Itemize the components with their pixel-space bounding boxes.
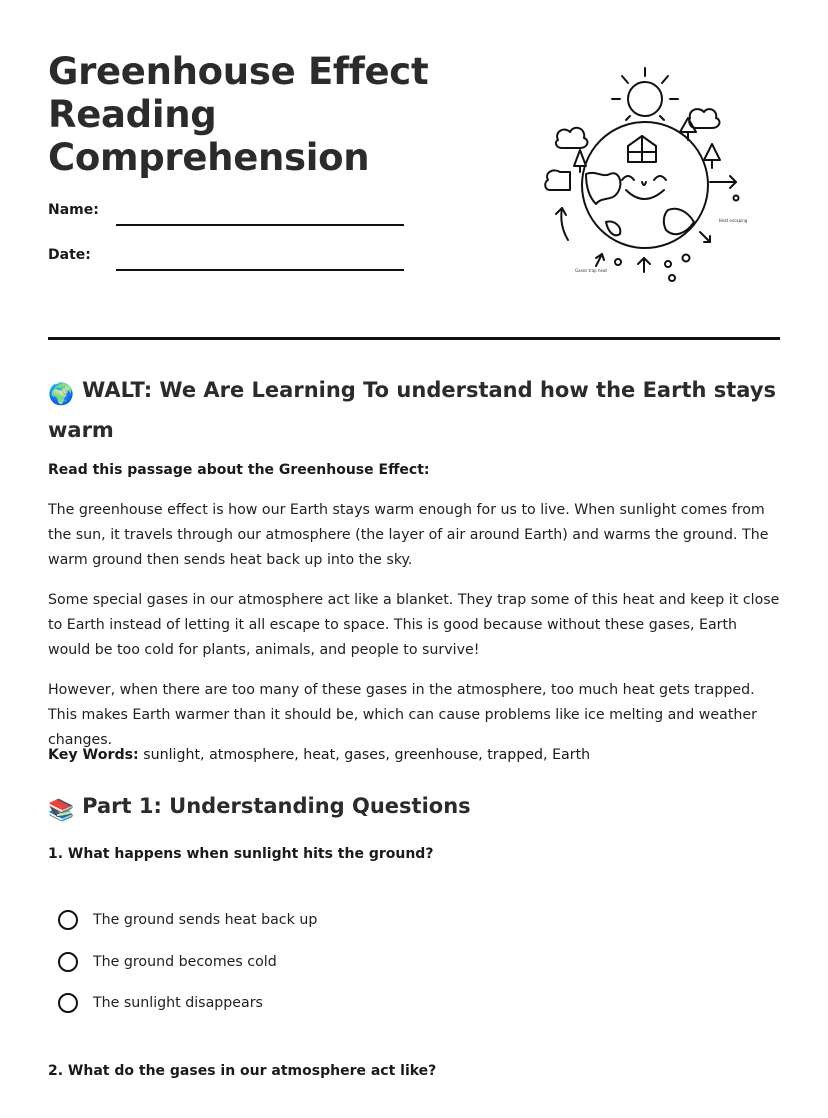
smiling-earth-greenhouse-icon [540,62,750,287]
key-words-list: sunlight, atmosphere, heat, gases, greenhouse, trapped, Earth [138,747,591,763]
part-1-title: Part 1: Understanding Questions [82,794,471,818]
passage-paragraph-1: The greenhouse effect is how our Earth stays warm enough for us to live. When sunlight comes from the sun, it travels through our atmosphere (the layer of air around Earth) and warms the ground. The warm ground then sends heat back up into the sky. [48,502,769,568]
date-label: Date: [48,247,91,263]
radio-button[interactable] [58,910,78,930]
walt-heading [48,372,780,448]
caption-right: Heat escaping [718,218,748,223]
question-1-option-1[interactable] [58,908,317,932]
passage-paragraph-2: Some special gases in our atmosphere act like a blanket. They trap some of this heat and keep it close to Earth instead of letting it all escape to space. This is good because without these gases, Earth would be too cold for plants, animals, and people to survive! [48,592,780,658]
option-label: The ground becomes cold [93,954,277,970]
name-field[interactable] [48,202,408,226]
caption-left: Gases trap heat [575,268,607,273]
date-line[interactable] [116,269,404,271]
name-line[interactable] [116,224,404,226]
question-2: 2. What do the gases in our atmosphere act like? [48,1063,437,1079]
option-label: The ground sends heat back up [93,912,318,928]
question-1: 1. What happens when sunlight hits the ground? [48,846,434,862]
date-field[interactable] [48,247,408,271]
part-1-heading [48,788,471,828]
title-line-2: Reading [48,93,217,136]
option-label: The sunlight disappears [93,995,263,1011]
globe-icon: 🌍 [48,382,75,406]
title-line-3: Comprehension [48,136,370,179]
title-line-1: Greenhouse Effect [48,50,429,93]
passage-intro: Read this passage about the Greenhouse Effect: [48,462,430,478]
name-label: Name: [48,202,99,218]
walt-text: WALT: We Are Learning To understand how the Earth stays warm [48,378,777,442]
passage-paragraph-3: However, when there are too many of these gases in the atmosphere, too much heat gets trapped. This makes Earth warmer than it should be, which can cause problems like ice melting and weather changes. [48,682,757,748]
key-words-label: Key Words: [48,747,139,763]
page-title [48,50,488,179]
section-divider [48,337,780,340]
key-words [48,743,590,768]
radio-button[interactable] [58,993,78,1013]
question-1-option-2[interactable] [58,950,277,974]
radio-button[interactable] [58,952,78,972]
books-icon: 📚 [48,798,75,822]
question-1-option-3[interactable] [58,991,263,1015]
